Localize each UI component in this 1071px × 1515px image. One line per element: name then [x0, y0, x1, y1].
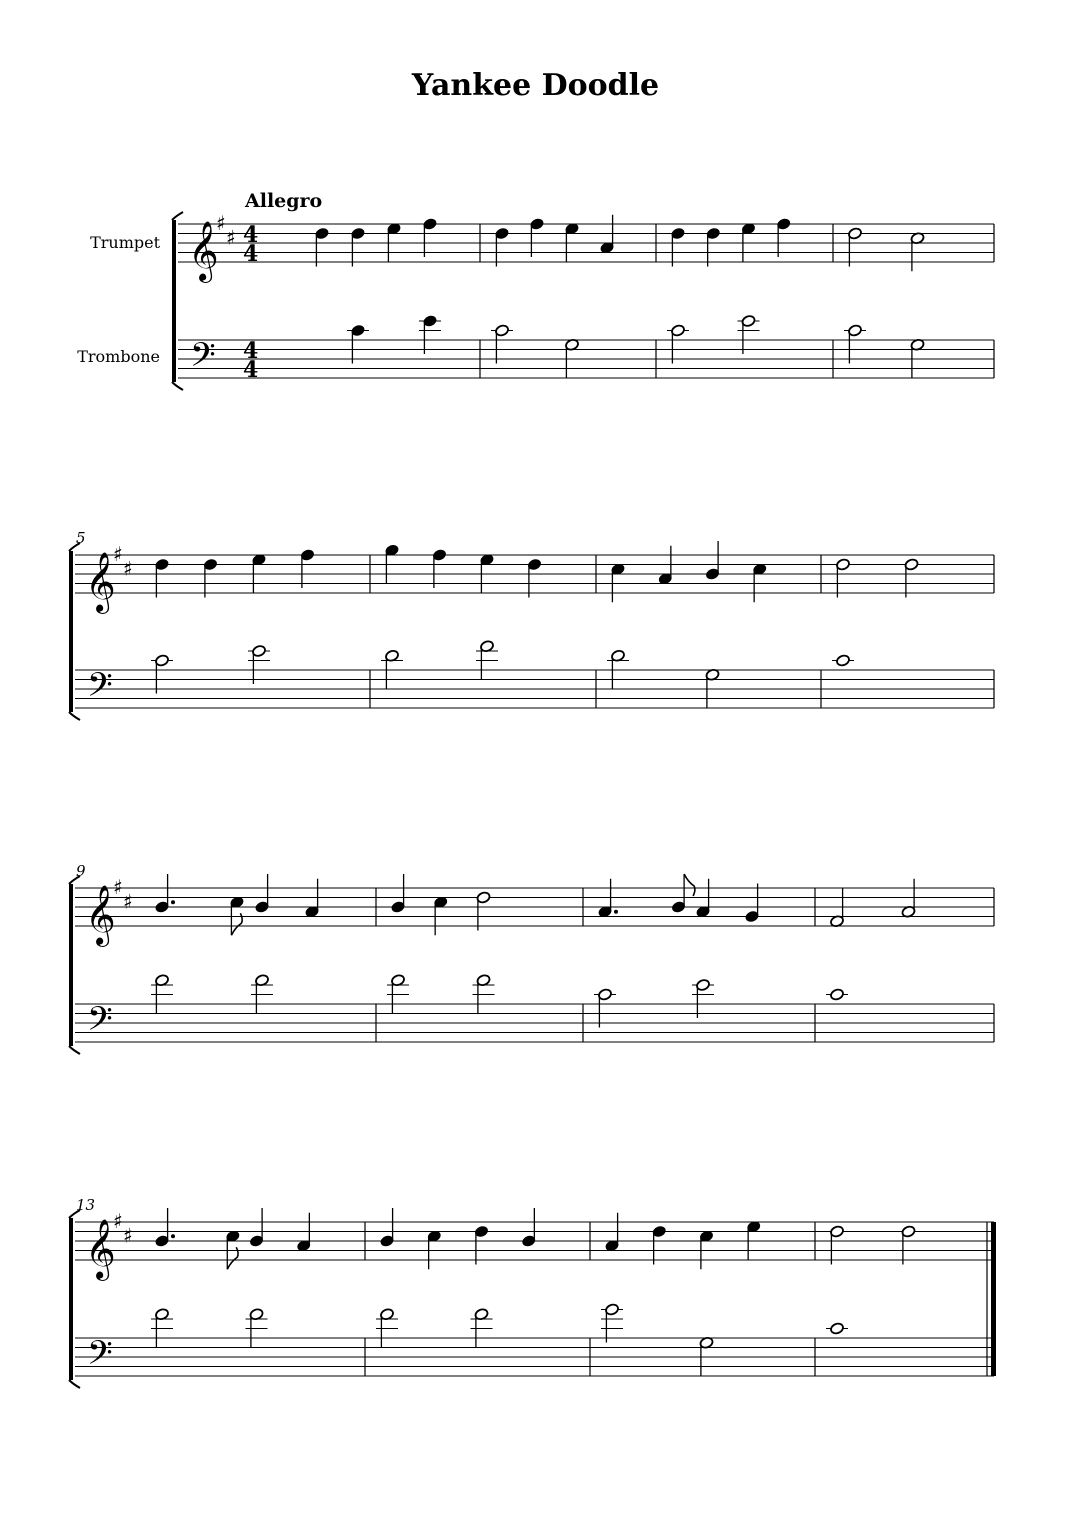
time-signature-numerator: 4 [243, 222, 259, 248]
sharp-icon: ♯ [123, 1223, 133, 1248]
treble-clef-icon: 𝄞 [85, 885, 116, 945]
bass-clef-icon: 𝄢 [87, 1334, 113, 1381]
sharp-icon: ♯ [123, 889, 133, 914]
augmentation-dot [614, 910, 618, 914]
bracket-hook [69, 1046, 80, 1054]
bracket-hook [69, 876, 80, 884]
measure-number: 9 [76, 862, 86, 880]
bass-clef-icon: 𝄢 [87, 1000, 113, 1047]
augmentation-dot [171, 1234, 175, 1238]
bass-clef-icon: 𝄢 [190, 336, 216, 383]
time-signature-denominator: 4 [243, 241, 259, 267]
sharp-icon: ♯ [113, 1209, 123, 1233]
augmentation-dot [171, 900, 175, 904]
bass-clef-icon: 𝄢 [87, 666, 113, 713]
sharp-icon: ♯ [123, 556, 133, 581]
score-title: Yankee Doodle [411, 68, 660, 103]
tempo-marking: Allegro [245, 190, 323, 212]
sharp-icon: ♯ [216, 211, 226, 235]
sharp-icon: ♯ [226, 225, 236, 250]
bracket-hook [69, 543, 80, 551]
bracket-hook [69, 1380, 80, 1388]
treble-clef-icon: 𝄞 [85, 1219, 116, 1279]
final-barline [991, 1222, 996, 1376]
bracket-hook [172, 382, 183, 390]
instrument-label-trumpet: Trumpet [90, 233, 160, 252]
note-head [836, 654, 851, 667]
treble-clef-icon: 𝄞 [188, 221, 219, 281]
note-head [830, 988, 845, 1001]
sharp-icon: ♯ [113, 542, 123, 566]
treble-clef-icon: 𝄞 [85, 552, 116, 612]
note-head [830, 1322, 845, 1335]
instrument-label-trombone: Trombone [77, 347, 160, 366]
note-flag [684, 874, 695, 896]
bracket-hook [69, 712, 80, 720]
time-signature-numerator: 4 [243, 338, 259, 364]
bracket-hook [172, 212, 183, 220]
bracket-hook [69, 1210, 80, 1218]
time-signature-denominator: 4 [243, 357, 259, 383]
measure-number: 5 [76, 529, 86, 547]
sharp-icon: ♯ [113, 875, 123, 899]
measure-number: 13 [76, 1196, 96, 1214]
